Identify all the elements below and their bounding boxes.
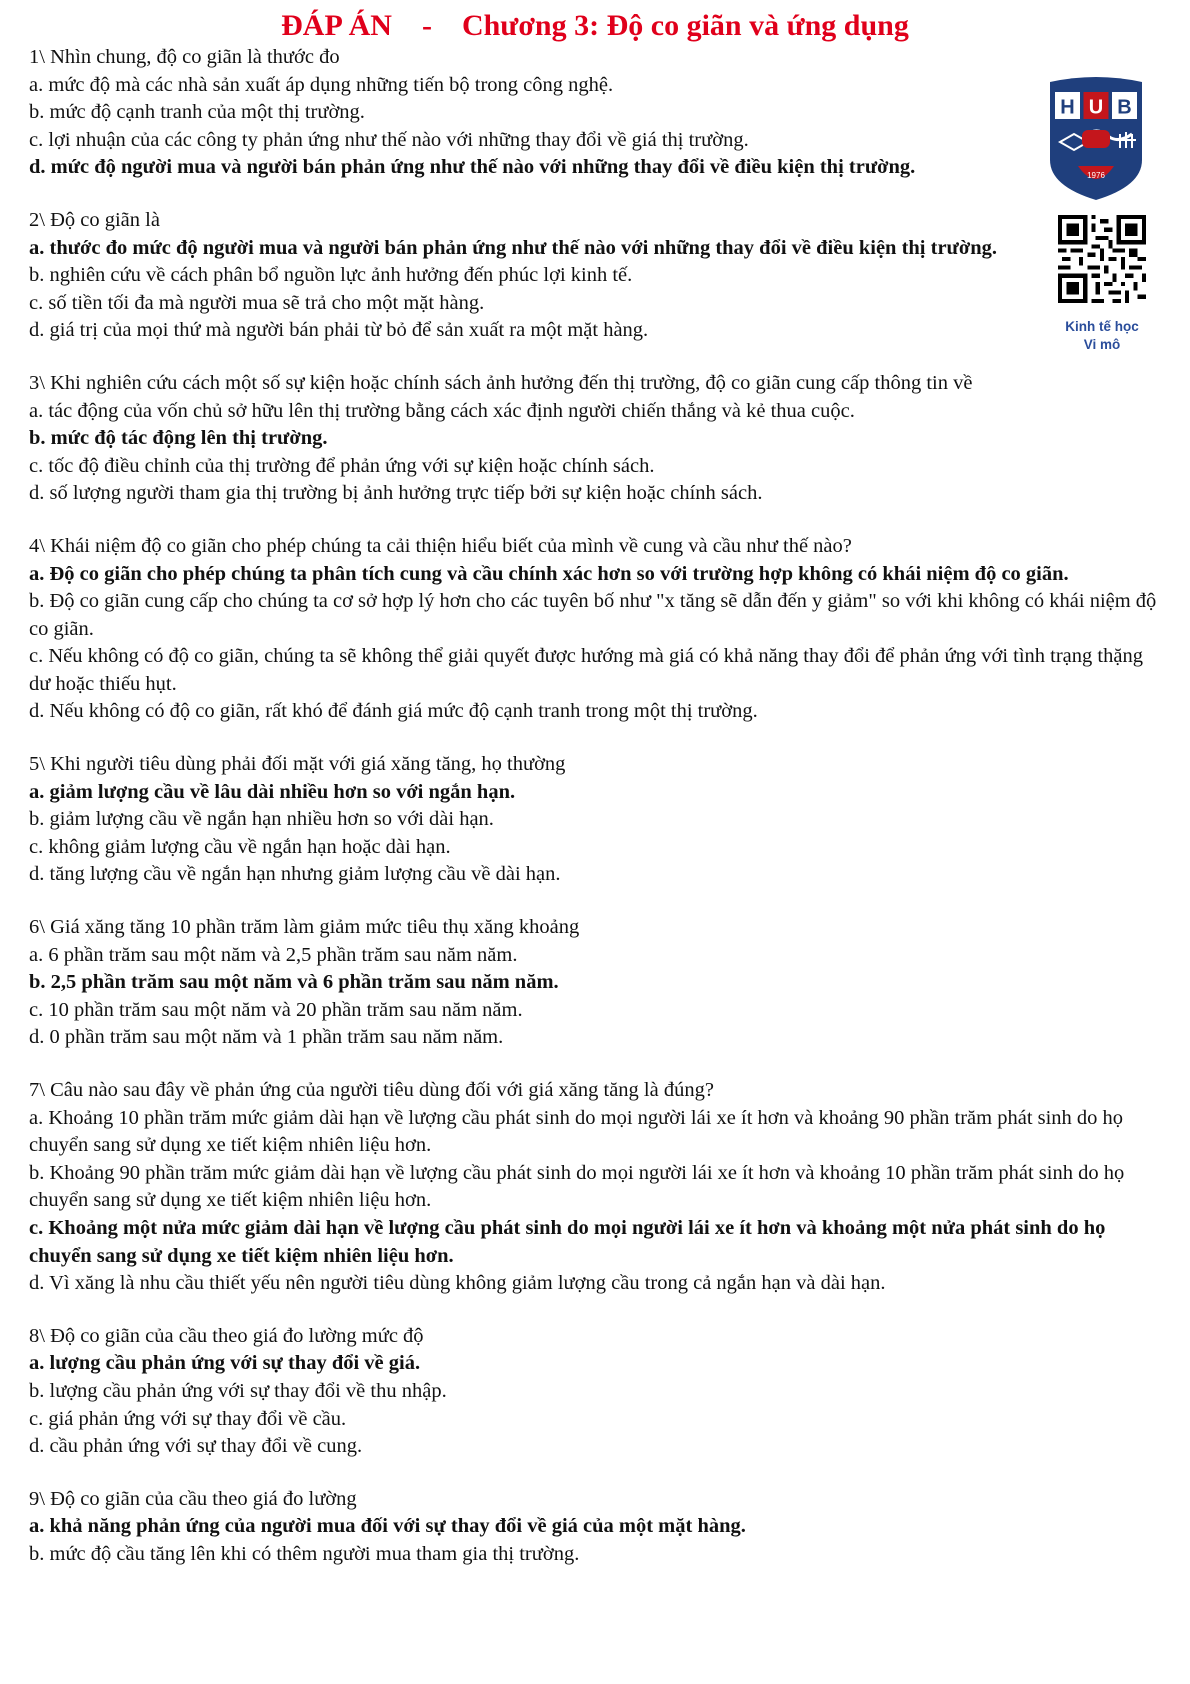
question-block [29, 914, 1159, 1052]
question-stem: 4\ Khái niệm độ co giãn cho phép chúng ta cải thiện hiểu biết của mình về cung và cầu như thế nào? [29, 534, 852, 557]
question-stem: 3\ Khi nghiên cứu cách một số sự kiện hoặc chính sách ảnh hưởng đến thị trường, độ co giãn cung cấp thông tin về [29, 371, 973, 394]
answer-option: c. không giảm lượng cầu về ngắn hạn hoặc dài hạn. [29, 835, 451, 858]
answer-option: d. cầu phản ứng với sự thay đổi về cung. [29, 1435, 363, 1458]
answer-option: d. giá trị của mọi thứ mà người bán phải từ bỏ để sản xuất ra một mặt hàng. [29, 319, 649, 342]
answer-option: c. số tiền tối đa mà người mua sẽ trả cho một mặt hàng. [29, 291, 485, 314]
correct-answer-option: d. mức độ người mua và người bán phản ứng như thế nào với những thay đổi về điều kiện thị trường. [29, 156, 916, 179]
answer-option: d. Vì xăng là nhu cầu thiết yếu nên người tiêu dùng không giảm lượng cầu trong cả ngắn hạn và dài hạn. [29, 1272, 886, 1295]
question-stem: 5\ Khi người tiêu dùng phải đối mặt với giá xăng tăng, họ thường [29, 753, 566, 776]
question-block [29, 370, 1159, 508]
answer-option: a. tác động của vốn chủ sở hữu lên thị trường bằng cách xác định người chiến thắng và kẻ thua cuộc. [29, 399, 855, 422]
answer-sheet [29, 44, 1159, 1594]
subject-caption-line1: Kinh tế học [1065, 319, 1139, 334]
correct-answer-option: a. lượng cầu phản ứng với sự thay đổi về giá. [29, 1352, 421, 1375]
svg-text:H: H [1060, 96, 1075, 119]
correct-answer-option: b. 2,5 phần trăm sau một năm và 6 phần trăm sau năm năm. [29, 971, 559, 994]
answer-option: a. 6 phần trăm sau một năm và 2,5 phần trăm sau năm năm. [29, 943, 518, 966]
question-block [29, 1486, 1159, 1569]
subject-caption-line2: Vi mô [1083, 337, 1121, 352]
answer-option: d. tăng lượng cầu về ngắn hạn nhưng giảm lượng cầu về dài hạn. [29, 863, 561, 886]
svg-text:1976: 1976 [1087, 171, 1105, 180]
answer-option: a. Khoảng 10 phần trăm mức giảm dài hạn về lượng cầu phát sinh do mọi người lái xe ít hơn và khoảng 90 phần trăm phát sinh do họ chuyển sang sử dụng xe tiết kiệm nhiên liệu hơn. [29, 1106, 1124, 1157]
question-block [29, 1323, 1159, 1461]
answer-option: b. nghiên cứu về cách phân bổ nguồn lực ảnh hưởng đến phúc lợi kinh tế. [29, 264, 633, 287]
answer-option: d. Nếu không có độ co giãn, rất khó để đánh giá mức độ cạnh tranh trong một thị trường. [29, 700, 758, 723]
answer-option: a. mức độ mà các nhà sản xuất áp dụng những tiến bộ trong công nghệ. [29, 73, 614, 96]
correct-answer-option: a. giảm lượng cầu về lâu dài nhiều hơn so với ngắn hạn. [29, 780, 516, 803]
question-block [29, 751, 1159, 889]
answer-option: b. Khoảng 90 phần trăm mức giảm dài hạn về lượng cầu phát sinh do mọi người lái xe ít hơn và khoảng 10 phần trăm phát sinh do họ chuyển sang sử dụng xe tiết kiệm nhiên liệu hơn. [29, 1161, 1125, 1212]
answer-option: c. tốc độ điều chỉnh của thị trường để phản ứng với sự kiện hoặc chính sách. [29, 454, 655, 477]
correct-answer-option: a. khả năng phản ứng của người mua đối với sự thay đổi về giá của một mặt hàng. [29, 1515, 746, 1538]
answer-option: c. lợi nhuận của các công ty phản ứng như thế nào với những thay đổi về giá thị trường. [29, 128, 749, 151]
question-stem: 7\ Câu nào sau đây về phản ứng của người tiêu dùng đối với giá xăng tăng là đúng? [29, 1079, 714, 1101]
answer-option: c. giá phản ứng với sự thay đổi về cầu. [29, 1407, 347, 1430]
question-stem: 8\ Độ co giãn của cầu theo giá đo lường mức độ [29, 1324, 424, 1347]
question-block [29, 207, 1044, 345]
answer-option: b. mức độ cạnh tranh của một thị trường. [29, 101, 365, 124]
answer-option: d. 0 phần trăm sau một năm và 1 phần trăm sau năm năm. [29, 1026, 504, 1049]
answer-option: b. lượng cầu phản ứng với sự thay đổi về thu nhập. [29, 1379, 447, 1402]
answer-option: b. Độ co giãn cung cấp cho chúng ta cơ sở hợp lý hơn cho các tuyên bố như "x tăng sẽ dẫn đến y giảm" so với khi không có khái niệm độ co giãn. [29, 590, 1157, 640]
page-title: ĐÁP ÁN - Chương 3: Độ co giãn và ứng dụng [281, 9, 909, 42]
question-block [29, 1077, 1159, 1298]
answer-option: c. 10 phần trăm sau một năm và 20 phần trăm sau năm năm. [29, 998, 523, 1021]
question-stem: 6\ Giá xăng tăng 10 phần trăm làm giảm mức tiêu thụ xăng khoảng [29, 916, 580, 939]
answer-option: c. Nếu không có độ co giãn, chúng ta sẽ không thể giải quyết được hướng mà giá có khả năng thay đổi để phản ứng với tình trạng thặng dư hoặc thiếu hụt. [29, 645, 1143, 695]
correct-answer-option: a. thước đo mức độ người mua và người bán phản ứng như thế nào với những thay đổi về điều kiện thị trường. [29, 236, 997, 259]
answer-option: b. mức độ cầu tăng lên khi có thêm người mua tham gia thị trường. [29, 1542, 580, 1565]
question-stem: 9\ Độ co giãn của cầu theo giá đo lường [29, 1487, 357, 1510]
svg-text:U: U [1088, 96, 1104, 119]
question-stem: 1\ Nhìn chung, độ co giãn là thước đo [29, 46, 340, 68]
question-block [29, 44, 1044, 182]
question-block [29, 533, 1159, 726]
correct-answer-option: b. mức độ tác động lên thị trường. [29, 427, 328, 450]
answer-option: d. số lượng người tham gia thị trường bị ảnh hưởng trực tiếp bởi sự kiện hoặc chính sách. [29, 482, 763, 505]
correct-answer-option: a. Độ co giãn cho phép chúng ta phân tích cung và cầu chính xác hơn so với trường hợp không có khái niệm độ co giãn. [29, 562, 1069, 585]
svg-text:B: B [1117, 96, 1132, 119]
question-stem: 2\ Độ co giãn là [29, 208, 160, 231]
correct-answer-option: c. Khoảng một nửa mức giảm dài hạn về lượng cầu phát sinh do mọi người lái xe ít hơn và khoảng một nửa phát sinh do họ chuyển sang sử dụng xe tiết kiệm nhiên liệu hơn. [29, 1216, 1106, 1267]
answer-option: b. giảm lượng cầu về ngắn hạn nhiều hơn so với dài hạn. [29, 808, 494, 831]
